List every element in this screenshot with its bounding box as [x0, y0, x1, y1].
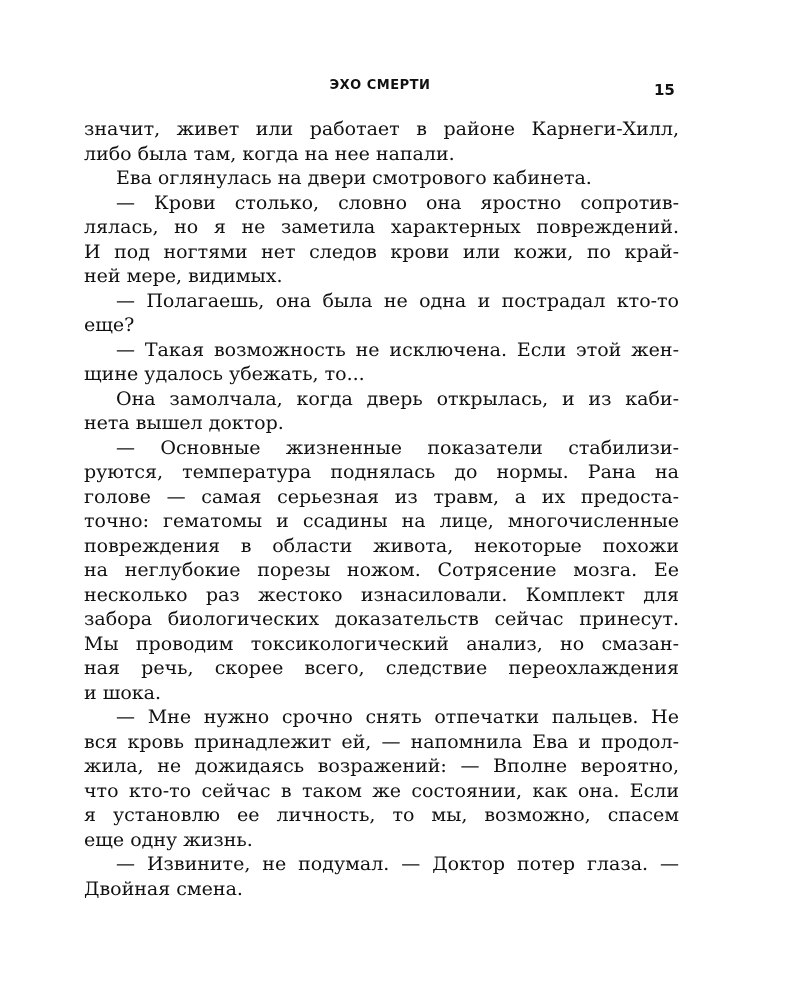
- text-line: на неглубокие порезы ножом. Сотрясение мозга. Ее: [84, 559, 679, 581]
- body-text: [84, 117, 679, 901]
- text-line: значит, живет или работает в районе Карнеги-Хилл,: [84, 118, 679, 140]
- text-line: Она замолчала, когда дверь открылась, и из каби-: [116, 387, 679, 410]
- text-line: — Мне нужно срочно снять отпечатки пальцев. Не: [116, 706, 679, 728]
- text-line: либо была там, когда на нее напали.: [84, 142, 455, 165]
- text-line: руются, температура поднялась до нормы. Рана на: [84, 461, 679, 483]
- text-line: несколько раз жестоко изнасиловали. Комплект для: [84, 583, 679, 606]
- book-title: ЭХО СМЕРТИ: [329, 78, 431, 93]
- text-line: Двойная смена.: [84, 877, 243, 900]
- text-line: жила, не дожидаясь возражений: — Вполне вероятно,: [84, 755, 679, 777]
- text-line: нета вышел доктор.: [84, 412, 284, 434]
- text-line: — Такая возможность не исключена. Если этой жен-: [116, 338, 679, 361]
- text-line: забора биологических доказательств сейчас принесут.: [84, 608, 679, 630]
- text-line: еще?: [84, 314, 135, 336]
- text-line: голове — самая серьезная из травм, а их предоста-: [84, 485, 679, 508]
- text-line: Ева оглянулась на двери смотрового кабинета.: [116, 167, 592, 189]
- page-number: 15: [654, 81, 675, 99]
- text-line: И под ногтями нет следов крови или кожи, по край-: [84, 240, 679, 263]
- text-line: повреждения в области живота, некоторые похожи: [84, 534, 679, 557]
- text-line: и шока.: [84, 681, 162, 704]
- text-line: что кто-то сейчас в таком же состоянии, как она. Если: [84, 779, 679, 802]
- text-line: — Основные жизненные показатели стабилизи-: [116, 436, 679, 459]
- text-line: я установлю ее личность, то мы, возможно, спасем: [84, 804, 679, 826]
- text-line: лялась, но я не заметила характерных повреждений.: [84, 216, 679, 238]
- running-header: [0, 78, 800, 102]
- text-line: еще одну жизнь.: [84, 828, 253, 851]
- text-line: Мы проводим токсикологический анализ, но смазан-: [84, 632, 679, 655]
- text-line: точно: гематомы и ссадины на лице, многочисленные: [84, 510, 679, 532]
- text-line: — Крови столько, словно она яростно сопротив-: [116, 191, 679, 214]
- text-line: щине удалось убежать, то...: [84, 363, 365, 385]
- text-line: вся кровь принадлежит ей, — напомнила Ева и продол-: [84, 730, 679, 753]
- text-line: ней мере, видимых.: [84, 265, 283, 287]
- text-line: — Извините, не подумал. — Доктор потер глаза. —: [116, 853, 679, 875]
- text-line: ная речь, скорее всего, следствие переохлаждения: [84, 657, 679, 679]
- text-line: — Полагаешь, она была не одна и пострадал кто-то: [116, 289, 679, 312]
